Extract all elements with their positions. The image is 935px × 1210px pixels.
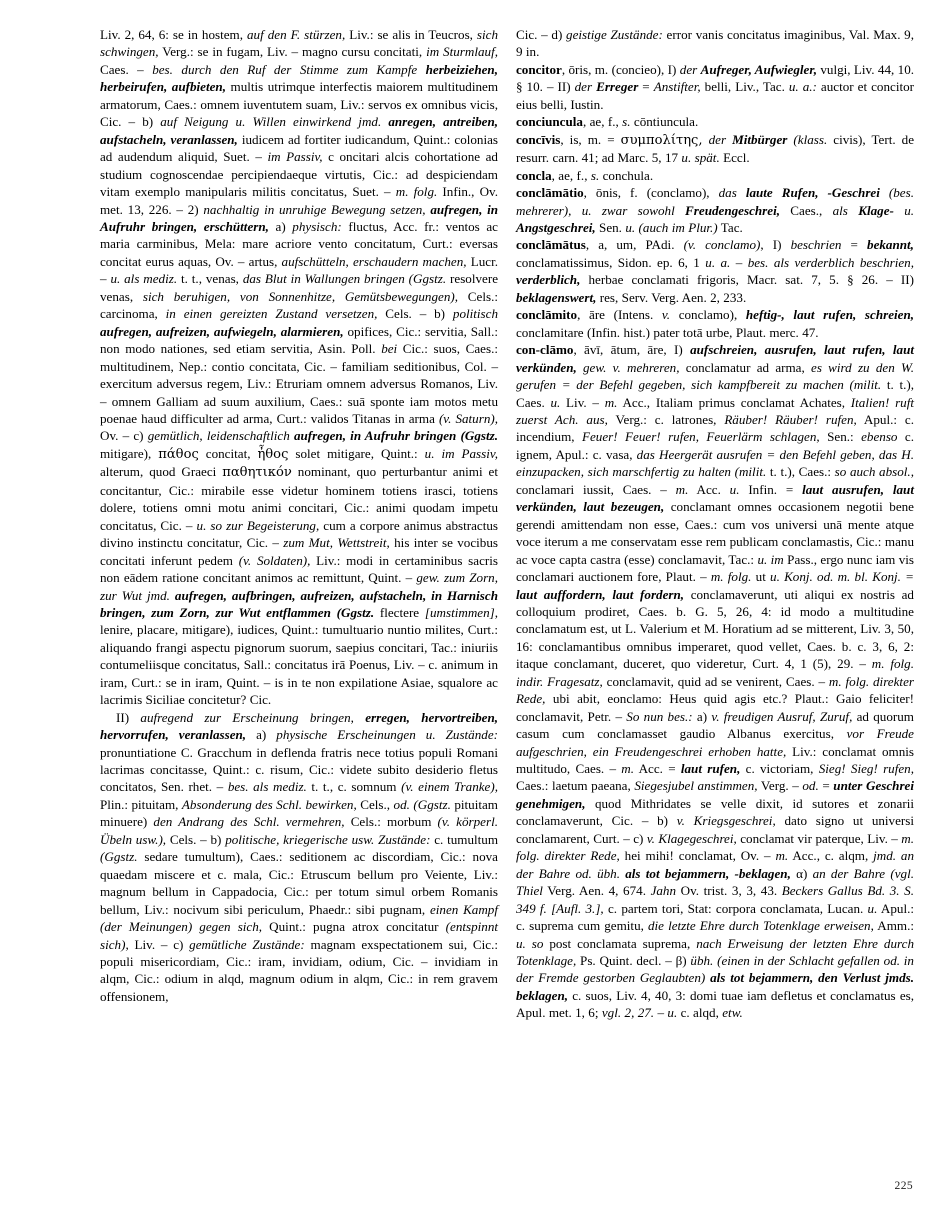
gloss-italic: der bbox=[679, 61, 701, 77]
body-text: cum a corpore animus abstractus divino instinctu concitatur, Cic. – bbox=[100, 517, 499, 551]
gloss-italic: [umstimmen], bbox=[424, 604, 498, 620]
gloss-italic: Absonderung des Schl. bewirken, bbox=[181, 796, 357, 812]
body-text: ubi abit, eonclamo: Heus quid agis etc.? Plaut.: Gaio feliciter! conclamavit, Petr. – bbox=[516, 691, 914, 724]
body-text: , I) bbox=[760, 237, 791, 253]
gloss-italic: auf den F. stürzen, bbox=[247, 27, 346, 42]
gloss-emphasis: verderblich, bbox=[516, 272, 581, 288]
gloss-italic: u. so zur Begeisterung, bbox=[196, 517, 320, 533]
gloss-emphasis: laut auffordern, laut fordern, bbox=[516, 586, 685, 602]
gloss-italic: (klass. bbox=[787, 131, 828, 147]
gloss-italic: v. freudigen Ausruf, Zuruf, bbox=[711, 708, 853, 724]
gloss-italic: bes. als verderblich beschrien, bbox=[747, 254, 914, 270]
body-text: c. victoriam, bbox=[740, 761, 819, 777]
body-text: magnam exspectationem sui, Cic.: populi misericordiam, Cic.: iram, invidiam, odium, Cic. – invidiam in alqm, Cic.: odium in alqd, magnum odium in alqm, Cic.: in rem gravem offensionem, bbox=[100, 936, 498, 1004]
headword: con-clāmo bbox=[516, 342, 574, 358]
body-text: belli, Liv., Tac. bbox=[700, 79, 789, 95]
body-text: Sen.: bbox=[819, 429, 862, 445]
gloss-italic: u. Konj. od. m. bl. Konj. = bbox=[770, 569, 914, 585]
body-text: , āre (Intens. bbox=[577, 307, 662, 323]
gloss-emphasis: aufregen, aufreizen, aufwiegeln, alarmieren, bbox=[100, 323, 344, 339]
body-text: conclamari iussit, Caes. – bbox=[516, 481, 676, 497]
body-text: auctor et concitor eius belli, Iustin. bbox=[516, 79, 915, 112]
gloss-italic: Jahn bbox=[650, 883, 677, 899]
body-text: Liv.: conclamat omnis multitudo, Caes. – bbox=[516, 743, 914, 777]
body-text: resolvere venas, bbox=[100, 271, 499, 304]
gloss-italic: (Ggstz. bbox=[100, 849, 138, 865]
gloss-italic: jmd. an der Bahre od. übh. bbox=[516, 848, 915, 881]
body-text: , ae, f., bbox=[551, 167, 591, 183]
gloss-italic: in einen gereizten Zustand versetzen, bbox=[165, 306, 378, 322]
body-text: Verg. – bbox=[757, 778, 803, 794]
body-text: ad quorum casum cum conclamasset gaudio Albanus exercitus, bbox=[516, 708, 914, 742]
gloss-italic: Feuer! Feuer! rufen, Feuerlärm schlagen, bbox=[581, 429, 820, 445]
gloss-italic: im Passiv, bbox=[267, 149, 323, 165]
body-text: Apul.: c. incendium, bbox=[516, 411, 914, 445]
body-text: conclamatur ad arma, bbox=[679, 359, 812, 375]
gloss-italic: aufschütteln, erschaudern machen, bbox=[281, 253, 467, 269]
gloss-emphasis: aufschreien, ausrufen, laut rufen, laut verkünden, bbox=[516, 342, 914, 375]
gloss-emphasis: als tot bejammern, den Verlust jmds. beklagen, bbox=[516, 970, 914, 1003]
body-text: Verg. Aen. 4, 674. bbox=[542, 883, 651, 899]
body-text: conclamaverunt, uti aliqui ex nostris ad colloquium prodiret, Caes. b. G. 5, 26, 4: id modo a multitudine conclamatum est, ut L. Valerium et M. Horatium ad se mitterent, Liv. 3, 50, 16: conclamantibus omnibus imperaret, quod vellet, Caes. b. c. 3, 6, 2: itaque conclamant, duceret, quo videretur, Curt. 4, 1 (5), 29. – bbox=[516, 586, 914, 672]
gloss-italic: es wird zu den W. gerufen = der Befehl gegeben, sich kampfbereit zu machen (milit. bbox=[516, 359, 914, 393]
right-text-column bbox=[516, 26, 914, 1166]
gloss-italic: als bbox=[832, 202, 859, 218]
body-text: Eccl. bbox=[719, 150, 750, 166]
body-text: herbae conclamati frigoris, Macr. sat. 7, 5. § 26. – II) bbox=[580, 272, 914, 288]
body-text: Liv. – c) bbox=[128, 936, 190, 952]
gloss-emphasis: beklagenswert, bbox=[516, 289, 597, 305]
gloss-emphasis: aufregen, aufbringen, aufreizen, aufstacheln, in Harnisch bringen, zum Zorn, zur Wut entflammen (Ggstz. bbox=[100, 587, 498, 620]
gloss-italic: (bes. mehrerer), u. zwar sowohl bbox=[516, 185, 914, 218]
gloss-italic: vor Freude aufgeschrien, ein Freudengeschrei erhoben hatte, bbox=[516, 726, 914, 759]
dictionary-entry bbox=[516, 184, 914, 236]
body-text: t. t., venas, bbox=[177, 271, 243, 287]
gloss-emphasis: Freudengeschrei, bbox=[685, 202, 780, 218]
gloss-italic: die letzte Ehre durch Totenklage erweisen, bbox=[647, 918, 874, 934]
dictionary-entry bbox=[100, 26, 498, 709]
body-text: c. partem tori, Stat: corpora conclamata, Lucan. bbox=[603, 900, 868, 916]
gloss-italic: m. bbox=[675, 481, 689, 497]
body-text: Cels., bbox=[356, 796, 394, 812]
gloss-emphasis: Aufreger, Aufwiegler, bbox=[700, 61, 817, 77]
body-text: hei mihi! conclamat, Ov. – bbox=[619, 848, 776, 864]
gloss-emphasis: laut ausrufen, laut verkünden, laut bezeugen, bbox=[516, 481, 914, 515]
body-text: conclamitare (Infin. hist.) pater totā urbe, Plaut. merc. 47. bbox=[516, 324, 819, 340]
gloss-italic: bei bbox=[381, 341, 398, 357]
body-text: Acc., Italiam primus conclamat Achates, bbox=[617, 394, 851, 410]
body-text: Liv.: se alis in Teucros, bbox=[345, 27, 477, 42]
gloss-italic: aufregend zur Erscheinung bringen, bbox=[140, 709, 366, 725]
gloss-italic: v. Klagegeschrei, bbox=[646, 830, 737, 846]
gloss-italic: u. a. bbox=[705, 254, 731, 270]
body-text: conclamatissimus, Sidon. ep. 6, 1 bbox=[516, 254, 706, 270]
gloss-italic: m. folg. indir. Fragesatz, bbox=[516, 656, 915, 689]
body-text: Cels.: morbum bbox=[344, 814, 438, 830]
body-text: , ae, f., bbox=[582, 114, 623, 130]
body-text: Cels.: carcinoma, bbox=[100, 288, 498, 322]
gloss-italic: nach Erweisung der letzten Ehre durch Totenklage, bbox=[516, 935, 914, 969]
gloss-emphasis: als tot bejammern, -beklagen, bbox=[625, 865, 791, 881]
gloss-emphasis: Angstgeschrei, bbox=[516, 219, 596, 235]
body-text: Plin.: pituitam, bbox=[100, 796, 182, 812]
body-text: cōntiuncula. bbox=[630, 114, 699, 130]
gloss-italic: übh. (einen in der Schlacht gefallen od. in der Fremde gestorben Geglaubten) bbox=[516, 953, 914, 986]
gloss-italic: m. bbox=[775, 848, 789, 864]
body-text: Acc. bbox=[688, 481, 730, 497]
body-text: a) bbox=[268, 218, 293, 234]
body-text: conclamavit, quid ad se venirent, Caes. – bbox=[602, 673, 829, 689]
gloss-emphasis: unter Geschrei genehmigen, bbox=[516, 778, 914, 811]
gloss-italic: s. bbox=[590, 167, 600, 183]
body-text: Ps. Quint. decl. – β) bbox=[576, 953, 691, 969]
gloss-emphasis: aufregen, in Aufruhr bringen (Ggstz. bbox=[293, 428, 499, 444]
gloss-italic: im Sturmlauf, bbox=[426, 44, 498, 60]
gloss-italic: sich beruhigen, von Sonnenhitze, Gemütsbewegungen), bbox=[142, 288, 459, 304]
body-text: c. tumultum bbox=[430, 831, 499, 847]
body-text: Liv. 2, 64, 6: se in hostem, bbox=[100, 27, 247, 42]
gloss-italic: Räuber! Räuber! rufen, bbox=[724, 411, 857, 427]
body-text: iudicem ad fortiter iudicandum, Quint.: colonias ad audendum aliquid, Suet. – bbox=[100, 131, 499, 165]
dictionary-entry bbox=[516, 341, 914, 1022]
gloss-italic: v. Kriegsgeschrei, bbox=[676, 813, 776, 829]
gloss-italic: vgl. 2, 27. bbox=[601, 1005, 655, 1021]
body-text: = bbox=[638, 79, 654, 95]
gloss-italic: beschrien bbox=[790, 237, 842, 253]
gloss-italic: der bbox=[574, 79, 597, 95]
page-number: 225 bbox=[894, 1180, 913, 1192]
gloss-italic: einen Kampf (der Meinungen) gegen sich, bbox=[100, 901, 498, 935]
gloss-emphasis: erregen, hervortreiben, hervorrufen, veranlassen, bbox=[100, 709, 499, 743]
body-text: sedare tumultum), Caes.: seditionem ac discordiam, Cic.: nova quaedam miscere et c. mala, Cic.: Etruscum bellum pro Veiente, Liv.: magnum bellum in Cappadocia, Cic.: per totum simul orbem Romanis bellum, Liv.: nocivum sibi periculum, Phaedr.: sibi pugnam, bbox=[100, 849, 498, 917]
body-text: Lucr. – bbox=[100, 253, 498, 287]
gloss-italic: So nun bes.: bbox=[626, 708, 693, 724]
gloss-italic: nachhaltig in unruhige Bewegung setzen, bbox=[203, 201, 431, 217]
gloss-italic: etw. bbox=[722, 1005, 743, 1021]
headword: conclāmātio bbox=[516, 185, 584, 201]
body-text: c. alqd, bbox=[677, 1005, 723, 1021]
gloss-italic: m. folg. direkter Rede, bbox=[516, 673, 914, 707]
greek-text: πάθος bbox=[158, 446, 199, 462]
gloss-italic: Italien! ruft zuerst Ach. aus, bbox=[516, 394, 914, 427]
gloss-italic: das bbox=[718, 185, 746, 201]
gloss-emphasis: laute Rufen, -Geschrei bbox=[745, 185, 880, 201]
body-text: his inter se vocibus concitati inferunt pedem bbox=[100, 535, 498, 568]
dictionary-entry bbox=[516, 236, 914, 306]
gloss-italic: u. bbox=[667, 1005, 678, 1021]
body-text: conclamant omnes occasionem negotii bene gerendi amittendam non esse, Caes.: cum vos universi unā mente atque voce iterum a me conservatam esse rem publicam conclamastis, Cic.: manu ac voce capta castra (esse) conclamavit, Tac.: bbox=[516, 499, 914, 567]
body-text: t. t.), Caes.: bbox=[766, 464, 835, 480]
gloss-italic: v. bbox=[661, 307, 671, 323]
body-text: Liv. – bbox=[560, 394, 605, 410]
body-text: Cic. – d) bbox=[516, 27, 567, 42]
gloss-italic: Siegesjubel anstimmen, bbox=[634, 778, 758, 794]
body-text: , ōris, m. (concieo), I) bbox=[561, 61, 680, 77]
body-text: a) bbox=[246, 727, 277, 743]
gloss-italic: (v. Saturn), bbox=[438, 410, 498, 426]
gloss-italic: gew. v. mehreren, bbox=[576, 359, 680, 375]
body-text: Sen. bbox=[595, 219, 626, 235]
gloss-italic: gemütlich, leidenschaftlich bbox=[147, 428, 294, 444]
gloss-italic: Beckers Gallus Bd. 3. S. 349 f. [Aufl. 3.], bbox=[516, 883, 914, 916]
left-text-column bbox=[100, 26, 498, 1166]
gloss-emphasis: laut rufen, bbox=[680, 761, 741, 777]
body-text: Infin., Ov. met. 13, 226. – 2) bbox=[100, 184, 498, 217]
body-text: fluctus, Acc. fr.: ventos ac maria carminibus, Mela: mare acriore vento concitatum, Curt.: eversas concitat eurus aquas, Ov. – artus, bbox=[100, 218, 498, 269]
gloss-italic: zum Mut, Wettstreit, bbox=[283, 535, 390, 551]
body-text: II) bbox=[116, 709, 141, 725]
body-text: pituitam minuere) bbox=[100, 796, 498, 830]
body-text: vulgi, Liv. 44, 10. § 10. – II) bbox=[516, 61, 915, 95]
body-text: pronuntiatione C. Gracchum in deflenda fratris nece totius populi Romani lacrimas concitasse, Quint.: c. risum, Cic.: videte subito desiderio fletus concitatos, Sen. rhet. – bbox=[100, 744, 498, 795]
gloss-italic: bes. als mediz. bbox=[227, 779, 307, 795]
body-text: conclamo), bbox=[670, 307, 746, 323]
body-text: lenire, placare, mitigare), iudices, Quint.: tumultuario nuntio milites, Curt.: aliquando frangi aspectu pignorum suorum, saepius concitari, Tac.: iniuriis contumeliisque concitatus, Sall.: concitatus irā Poenus, Liv. – c. animum in iram, Curt.: se in iram, Quint. – is in te non expilatione Asiae, squalore ac lacrimis Siciliae concitetur? Cic. bbox=[100, 622, 498, 708]
gloss-italic: m. bbox=[604, 394, 618, 410]
body-text: concitat, bbox=[198, 445, 258, 461]
gloss-italic: physische Erscheinungen u. Zustände: bbox=[276, 727, 498, 743]
body-text: solet mitigare, Quint.: bbox=[288, 445, 425, 461]
gloss-italic: u. bbox=[867, 900, 878, 916]
body-text: – bbox=[730, 254, 748, 270]
gloss-italic: u. a.: bbox=[788, 79, 817, 95]
body-text: conclamat vir paterque, Liv. – bbox=[736, 830, 902, 846]
gloss-italic: m. folg. bbox=[395, 184, 438, 200]
two-column-text-body bbox=[100, 26, 915, 1166]
body-text: mitigare), bbox=[100, 445, 159, 461]
body-text: Apul.: c. suprema cum gemitu, bbox=[516, 900, 915, 934]
body-text: Cels. – b) bbox=[377, 306, 453, 322]
gloss-italic: der bbox=[702, 131, 733, 147]
gloss-italic: an der Bahre (vgl. Thiel bbox=[516, 865, 914, 899]
gloss-italic: (v. Soldaten), bbox=[238, 552, 311, 568]
gloss-italic: das Heergerät ausrufen = den Befehl geben, das H. einzupacken, sich marschfertig zu halten (milit. bbox=[516, 446, 914, 480]
body-text: Quint.: pugna atrox concitatur bbox=[262, 919, 446, 935]
body-text: Caes., bbox=[779, 202, 833, 218]
gloss-italic: (entspinnt sich), bbox=[100, 919, 499, 952]
gloss-italic: u. so bbox=[516, 935, 544, 951]
body-text: Liv.: modi in certaminibus sacris non eādem ratione concitant animos ac remittunt, Quint. – bbox=[100, 552, 498, 586]
dictionary-entry bbox=[516, 306, 914, 341]
body-text: Ov. – c) bbox=[100, 428, 148, 444]
body-text: = bbox=[818, 778, 834, 794]
gloss-emphasis: herbeiziehen, herbeirufen, aufbieten, bbox=[100, 61, 498, 95]
body-text: Acc. = bbox=[634, 761, 681, 777]
gloss-emphasis: Erreger bbox=[596, 79, 639, 95]
body-text: Cic.: suos, Caes.: multitudinem, Nep.: contio concitata, Cic. – familiam seditionibus, Col. – exercitum adversus regem, Liv.: Etruriam omnem adversus Romanos, Liv. – omnem Galliam ad suum auxilium, Caes.: suā sponte iam motos metu poenae haud difficulter ad arma, Curt.: validos Titanas in arma bbox=[100, 341, 498, 426]
body-text: Caes.: laetum paeana, bbox=[516, 778, 635, 794]
body-text: res, Serv. Verg. Aen. 2, 233. bbox=[596, 289, 747, 305]
headword: concīvis bbox=[516, 131, 561, 147]
gloss-italic: gemütliche Zustände: bbox=[189, 936, 305, 952]
dictionary-entry bbox=[100, 709, 498, 1006]
body-text: opifices, Cic.: servitia, Sall.: non modo nationes, sed etiam servitia, Asin. Poll. bbox=[100, 323, 498, 357]
body-text: Caes. – bbox=[100, 61, 153, 77]
body-text: post conclamata suprema, bbox=[543, 935, 697, 951]
gloss-emphasis: anregen, antreiben, aufstacheln, veranlassen, bbox=[100, 114, 499, 147]
gloss-italic: od. bbox=[802, 778, 819, 794]
gloss-italic: m. folg. bbox=[710, 569, 752, 585]
body-text: multis utrimque interfectis maiorem multitudinem armatorum, Caes.: omnem iuventutem suam, Liv.: servos ex omnibus vicis, Cic. – b) bbox=[100, 79, 499, 130]
greek-text: παθητικόν bbox=[222, 465, 292, 481]
gloss-italic: politische, kriegerische usw. Zustände: bbox=[225, 831, 431, 847]
body-text: Acc., c. alqm, bbox=[788, 848, 874, 864]
body-text: conchula. bbox=[599, 167, 654, 183]
gloss-italic: s. bbox=[622, 114, 631, 130]
dictionary-entry bbox=[516, 61, 914, 113]
gloss-italic: u. als mediz. bbox=[110, 271, 178, 287]
headword: concitor bbox=[516, 61, 562, 77]
gloss-italic: od. (Ggstz. bbox=[393, 796, 451, 812]
headword: conclāmito bbox=[516, 307, 578, 323]
gloss-italic: gew. zum Zorn, zur Wut jmd. bbox=[100, 570, 499, 603]
gloss-emphasis: heftig-, laut rufen, schreien, bbox=[745, 307, 915, 323]
gloss-italic: Sieg! Sieg! rufen, bbox=[818, 761, 914, 777]
gloss-italic: m. bbox=[621, 761, 635, 777]
gloss-italic: u. im bbox=[757, 551, 784, 567]
dictionary-entry bbox=[516, 26, 914, 61]
body-text: c. ignem, Apul.: c. vasa, bbox=[516, 429, 914, 462]
dictionary-entry bbox=[516, 113, 914, 130]
headword: conclāmātus bbox=[516, 237, 586, 253]
body-text: c oncitari alcis cohortatione ad studium cognoscendae percipiendaeque virtutis, Cic.: ad despiciendam vitam exemplo manipularis militis concitatus, Suet. – bbox=[100, 149, 498, 200]
gloss-italic: u. bbox=[550, 394, 561, 410]
body-text: , a, um, PAdi. bbox=[585, 237, 684, 253]
body-text: Tac. bbox=[717, 219, 743, 235]
body-text: Cels. – b) bbox=[166, 831, 226, 847]
body-text: quod Mithridates se velle dixit, id sutores et zonarii conclamaverunt, Cic. – b) bbox=[516, 795, 914, 829]
body-text: Ov. trist. 3, 3, 43. bbox=[676, 883, 782, 899]
body-text: , is, m. = bbox=[560, 131, 621, 147]
gloss-italic: so auch absol., bbox=[834, 464, 914, 480]
body-text: , ōnis, f. (conclamo), bbox=[583, 185, 719, 201]
body-text: – bbox=[654, 1005, 668, 1021]
body-text: nominant, quo perturbantur animi et concitantur, Cic.: mirabile esse videtur hominem totiens irasci, totiens dolere, totiens omni motu animi concitari, Cic.: animi quodam impetu concitatus, Cic. – bbox=[100, 464, 498, 533]
body-text: α) bbox=[790, 865, 813, 881]
body-text: flectere bbox=[374, 604, 425, 620]
body-text: ut bbox=[751, 569, 771, 585]
dictionary-entry bbox=[516, 167, 914, 184]
headword: conciuncula bbox=[516, 114, 583, 130]
gloss-italic: Anstifter, bbox=[653, 79, 701, 95]
greek-text: ἦθος bbox=[257, 446, 289, 462]
body-text: a) bbox=[692, 708, 712, 724]
body-text: error vanis concitatus imaginibus, Val. Max. 9, 9 in. bbox=[516, 27, 914, 60]
gloss-italic: physisch: bbox=[292, 218, 342, 234]
gloss-italic: sich schwingen, bbox=[100, 27, 498, 60]
body-text: Verg.: se in fugam, Liv. – magno cursu concitati, bbox=[158, 44, 427, 60]
gloss-italic: (v. einem Tranke), bbox=[401, 779, 499, 795]
gloss-italic: m. folg. direkter Rede, bbox=[516, 830, 914, 864]
gloss-italic: (v. conclamo) bbox=[683, 237, 761, 253]
gloss-italic: ebenso bbox=[861, 429, 898, 445]
gloss-emphasis: Klage- bbox=[858, 202, 905, 218]
body-text: alterum, quod Graeci bbox=[100, 464, 223, 480]
gloss-italic: u. spät. bbox=[681, 150, 720, 166]
gloss-italic: u. bbox=[904, 202, 915, 218]
body-text: civis), Tert. de resurr. carn. 41; ad Marc. 5, 17 bbox=[516, 131, 915, 166]
body-text: Infin. = bbox=[739, 481, 803, 497]
gloss-italic: u. (auch im Plur.) bbox=[625, 219, 718, 235]
gloss-italic: das Blut in Wallungen bringen (Ggstz. bbox=[242, 271, 447, 287]
gloss-italic: (v. körperl. Übeln usw.), bbox=[100, 814, 498, 847]
gloss-emphasis: Mitbürger bbox=[732, 131, 788, 147]
body-text: Amm.: bbox=[873, 918, 914, 934]
headword: concla bbox=[516, 167, 552, 183]
body-text: dato signo ut universi conclamarent, Curt. – c) bbox=[516, 813, 915, 846]
body-text: c. suos, Liv. 4, 40, 3: domi tuae iam defletus et conclamatus es, Apul. met. 1, 6; bbox=[516, 987, 914, 1021]
gloss-emphasis: bekannt, bbox=[867, 237, 914, 253]
gloss-italic: politisch bbox=[452, 306, 499, 322]
gloss-italic: u. im Passiv, bbox=[424, 445, 498, 461]
body-text: = bbox=[841, 237, 868, 253]
gloss-emphasis: aufregen, in Aufruhr bringen, erschüttern, bbox=[100, 201, 498, 234]
gloss-italic: bes. durch den Ruf der Stimme zum Kampfe bbox=[152, 61, 426, 77]
gloss-italic: auf Neigung u. Willen einwirkend jmd. bbox=[160, 114, 389, 130]
dictionary-entry bbox=[516, 131, 914, 167]
body-text: t. t., c. somnum bbox=[306, 779, 402, 795]
greek-text: συμπολίτης, bbox=[620, 132, 703, 148]
gloss-italic: den Andrang des Schl. vermehren, bbox=[153, 814, 345, 830]
gloss-italic: geistige Zustände: bbox=[566, 27, 663, 42]
body-text: Pass., ergo nunc iam vis conclamari auctionem fore, Plaut. – bbox=[516, 551, 914, 585]
body-text: Verg.: c. latrones, bbox=[607, 411, 725, 427]
body-text: t. t.), Caes. bbox=[516, 377, 914, 410]
gloss-italic: u. bbox=[729, 481, 740, 497]
body-text: , āvī, ātum, āre, I) bbox=[573, 342, 691, 358]
